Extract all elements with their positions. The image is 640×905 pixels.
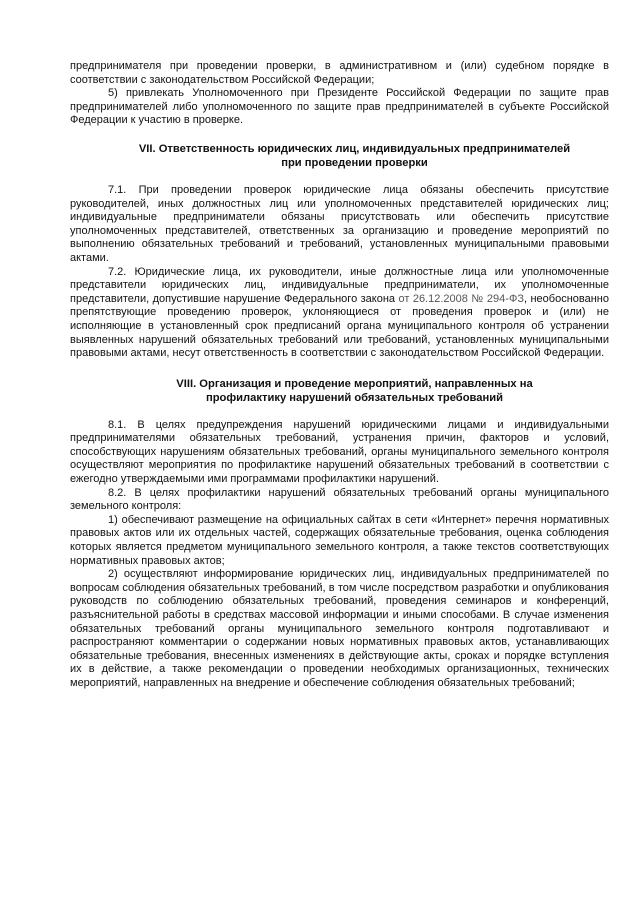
section-8-title-line-1: VIII. Организация и проведение мероприятий, направленных на	[176, 377, 533, 390]
section-7-heading	[70, 142, 609, 170]
section-7-title-line-2: при проведении проверки	[281, 156, 428, 169]
section-7-paragraph-2-part-b: , необоснованно препятствующие проведению проверок, уклоняющиеся от проведения проверок и (или) не исполняющие в установленный срок предписаний органа муниципального контроля об устранении выявленных нарушений обязательных требований или требований, установленных муниципальными правовыми актами, несут ответственность в соответствии с законодательством Российской Федерации.	[70, 292, 609, 360]
section-8-paragraph-2: 8.2. В целях профилактики нарушений обязательных требований органы муниципального земельного контроля:	[70, 486, 609, 513]
document-page	[70, 60, 609, 691]
section-8-paragraph-1: 8.1. В целях предупреждения нарушений юридическими лицами и индивидуальными предпринимателями обязательных требований, устранения причин, факторов и условий, способствующих нарушениям обязательных требований, органы муниципального земельного контроля осуществляют мероприятия по профилактике нарушений обязательных требований в соответствии с ежегодно утверждаемыми ими программами профилактики нарушений.	[70, 418, 609, 486]
intro-paragraph-1: предпринимателя при проведении проверки, в административном и (или) судебном порядке в соответствии с законодательством Российской Федерации;	[70, 60, 609, 86]
section-7-paragraph-2	[70, 266, 609, 361]
federal-law-reference: от 26.12.2008 № 294-ФЗ	[398, 292, 524, 305]
section-8-paragraph-3: 1) обеспечивают размещение на официальных сайтах в сети «Интернет» перечня нормативных правовых актов или их отдельных частей, содержащих обязательные требования, оценка соблюдения которых является предметом муниципального земельного контроля, а также текстов соответствующих нормативных правовых актов;	[70, 513, 609, 567]
section-8-title-line-2: профилактику нарушений обязательных требований	[205, 391, 504, 404]
section-8-heading	[70, 377, 609, 405]
section-7-paragraph-1: 7.1. При проведении проверок юридические лица обязаны обеспечить присутствие руководителей, иных должностных лиц или уполномоченных представителей юридических лиц; индивидуальные предприниматели обязаны присутствовать или обеспечить присутствие уполномоченных представителей, ответственных за организацию и проведение мероприятий по выполнению обязательных требований и требований, установленных муниципальными правовыми актами.	[70, 183, 609, 264]
section-7-title-line-1: VII. Ответственность юридических лиц, индивидуальных предпринимателей	[138, 142, 571, 155]
intro-paragraph-2: 5) привлекать Уполномоченного при Президенте Российской Федерации по защите прав предпринимателей либо уполномоченного по защите прав предпринимателей в субъекте Российской Федерации к участию в проверке.	[70, 87, 609, 127]
section-8-paragraph-4: 2) осуществляют информирование юридических лиц, индивидуальных предпринимателей по вопросам соблюдения обязательных требований, в том числе посредством разработки и опубликования руководств по соблюдению обязательных требований, проведения семинаров и конференций, разъяснительной работы в средствах массовой информации и иными способами. В случае изменения обязательных требований органы муниципального земельного контроля подготавливают и распространяют комментарии о содержании новых нормативных правовых актов, устанавливающих обязательные требования, внесенных изменениях в действующие акты, сроках и порядке вступления их в действие, а также рекомендации о проведении необходимых организационных, технических мероприятий, направленных на внедрение и обеспечение соблюдения обязательных требований;	[70, 568, 609, 689]
section-7-paragraph-2-part-a: 7.2. Юридические лица, их руководители, иные должностные лица или уполномоченные представители юридических лиц, индивидуальные предприниматели, их уполномоченные представители, допустившие нарушение Федерального закона	[70, 265, 609, 305]
